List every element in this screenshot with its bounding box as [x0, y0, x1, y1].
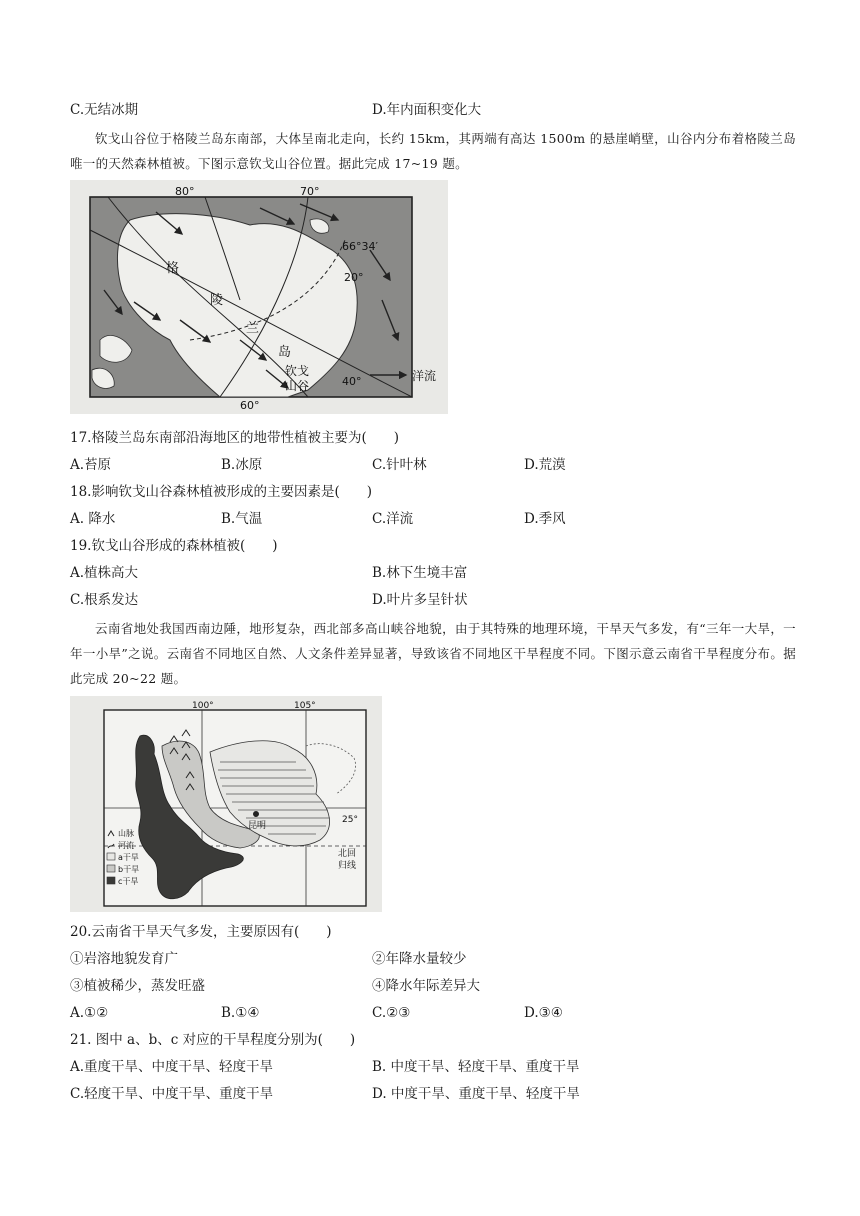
c-drought-legend-label: c干旱	[118, 877, 139, 886]
q20-statement-2: ②年降水量较少	[372, 951, 467, 967]
q21-stem: 21. 图中 a、b、c 对应的干旱程度分别为( )	[70, 1032, 356, 1048]
valley-label-2: 山谷	[285, 379, 310, 393]
mountain-legend-label: 山脉	[118, 829, 134, 838]
greenland-map	[70, 180, 448, 414]
q17-option-c: C.针叶林	[372, 457, 427, 473]
q20-option-b: B.①④	[221, 1005, 260, 1021]
land-label-4: 岛	[278, 345, 292, 360]
q19-stem: 19.钦戈山谷形成的森林植被( )	[70, 538, 278, 554]
lon-100-label: 100°	[192, 701, 214, 711]
lon-70-label: 70°	[300, 185, 320, 198]
passage-greenland: 钦戈山谷位于格陵兰岛东南部，大体呈南北走向，长约 15km，其两端有高达 1500m 的悬崖峭壁，山谷内分布着格陵兰岛唯一的天然森林植被。下图示意钦戈山谷位置。据此完成 17~19 题。	[70, 131, 796, 171]
b-drought-swatch	[107, 865, 115, 872]
q17-option-a: A.苔原	[70, 457, 112, 473]
yunnan-map	[70, 696, 382, 912]
q17-option-b: B.冰原	[221, 457, 263, 473]
tropic-label-1: 北回	[338, 849, 357, 859]
q17-stem: 17.格陵兰岛东南部沿海地区的地带性植被主要为( )	[70, 430, 400, 446]
land-label-2: 陵	[210, 293, 224, 308]
q19-option-d: D.叶片多呈针状	[372, 592, 468, 608]
q21-option-d: D. 中度干旱、重度干旱、轻度干旱	[372, 1086, 580, 1102]
kunming-label: 昆明	[248, 821, 267, 831]
lon-60-label: 60°	[240, 399, 260, 412]
q20-stem: 20.云南省干旱天气多发，主要原因有( )	[70, 924, 332, 940]
q21-option-b: B. 中度干旱、轻度干旱、重度干旱	[372, 1059, 580, 1075]
kunming-marker	[253, 811, 259, 817]
q19-option-c: C.根系发达	[70, 592, 139, 608]
q18-option-b: B.气温	[221, 511, 263, 527]
q17-option-d: D.荒漠	[524, 457, 566, 473]
land-label-3: 兰	[246, 321, 260, 336]
c-drought-swatch	[107, 877, 115, 884]
b-drought-legend-label: b干旱	[118, 865, 140, 874]
q20-statement-3: ③植被稀少，蒸发旺盛	[70, 978, 205, 994]
q20-option-a: A.①②	[70, 1005, 109, 1021]
q20-statement-4: ④降水年际差异大	[372, 978, 480, 994]
lat-20-label: 20°	[344, 271, 364, 284]
q18-option-d: D.季风	[524, 511, 566, 527]
river-legend-label: 河流	[118, 841, 134, 850]
q21-option-c: C.轻度干旱、中度干旱、重度干旱	[70, 1086, 274, 1102]
prev-option-c: C.无结冰期	[70, 102, 139, 118]
q20-option-c: C.②③	[372, 1005, 411, 1021]
q20-statement-1: ①岩溶地貌发育广	[70, 951, 178, 967]
q18-stem: 18.影响钦戈山谷森林植被形成的主要因素是( )	[70, 484, 373, 500]
q18-option-a: A. 降水	[70, 511, 116, 527]
a-drought-legend-label: a干旱	[118, 853, 139, 862]
passage-yunnan: 云南省地处我国西南边陲，地形复杂，西北部多高山峡谷地貌，由于其特殊的地理环境，干旱天气多发，有“三年一大旱，一年一小旱”之说。云南省不同地区自然、人文条件差异显著，导致该省不同地区干旱程度不同。下图示意云南省干旱程度分布。据此完成 20~22 题。	[70, 621, 796, 686]
lon-105-label: 105°	[294, 701, 316, 711]
land-label-1: 格	[166, 261, 180, 276]
tropic-label-2: 归线	[338, 861, 357, 871]
q19-option-a: A.植株高大	[70, 565, 139, 581]
lon-80-label: 80°	[175, 185, 195, 198]
prev-option-d: D.年内面积变化大	[372, 102, 482, 118]
q19-option-b: B.林下生境丰富	[372, 565, 468, 581]
lon-40-label: 40°	[342, 375, 362, 388]
q21-option-a: A.重度干旱、中度干旱、轻度干旱	[70, 1059, 274, 1075]
valley-label-1: 钦戈	[285, 364, 310, 378]
q20-option-d: D.③④	[524, 1005, 563, 1021]
q18-option-c: C.洋流	[372, 511, 414, 527]
lat-6634-label: 66°34′	[342, 240, 378, 253]
current-legend-label: 洋流	[412, 369, 437, 383]
lat-25-label: 25°	[342, 815, 358, 825]
a-drought-swatch	[107, 853, 115, 860]
